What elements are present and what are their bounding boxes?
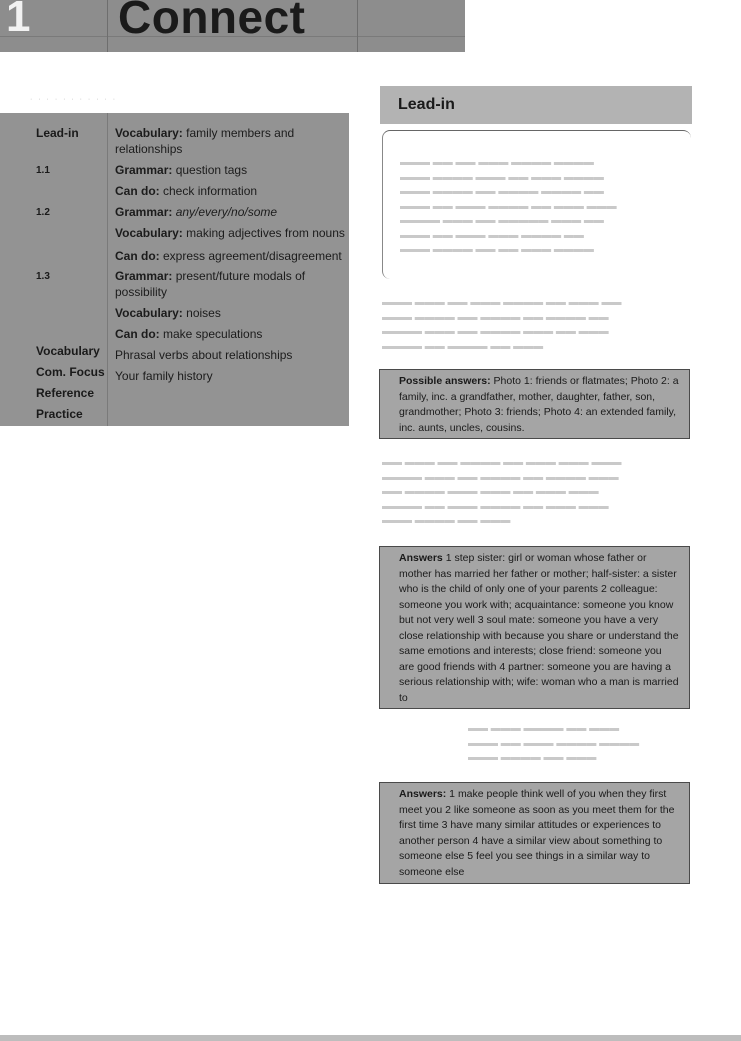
answers-text: 1 step sister: girl or woman whose father or mother has married her father or mother; half-sister: a sister who is the child of only one of your parents 2 colleague: someone you work with; acquaintance: someone you know but not very well 3 soul mate: someone you have a very close relationship with because you share or understand the same emotions and interests; close friend: someone you are good friends with 4 partner: someone you are having a serious relationship with; wife: woman who a man is married to bbox=[399, 552, 679, 704]
field-key: Can do: bbox=[115, 184, 160, 198]
answers-box-vocabulary bbox=[379, 546, 690, 709]
row-label-1-1: 1.1 bbox=[36, 165, 50, 176]
field-text: making adjectives from nouns bbox=[182, 226, 345, 240]
field-key: Can do: bbox=[115, 249, 160, 263]
row-value-1-3 bbox=[115, 305, 345, 321]
header-divider bbox=[107, 0, 108, 52]
row-label-1-2: 1.2 bbox=[36, 207, 50, 218]
answers-text: Photo 1: friends or flatmates; Photo 2: a family, inc. a grandfather, mother, daughter, father, son, grandmother; Photo 3: friends; Photo 4: an extended family, inc. aunts, uncles, cousins. bbox=[399, 375, 679, 434]
field-key: Vocabulary: bbox=[115, 306, 183, 320]
lead-in-title: Lead-in bbox=[398, 96, 455, 113]
row-value-1-3 bbox=[115, 326, 345, 342]
answers-text: 1 make people think well of you when they first meet you 2 like someone as soon as you meet them for the first time 3 have many similar attitudes or experiences to another person 4 have a similar view about something to someone else 5 feel you see things in a similar way to someone else bbox=[399, 788, 675, 878]
unit-title: Connect bbox=[118, 0, 306, 43]
field-text: Your family history bbox=[115, 369, 213, 383]
field-key: Grammar: bbox=[115, 163, 173, 177]
faded-paragraph: ▬▬ ▬▬▬ ▬▬ ▬▬▬▬ ▬▬ ▬▬▬ ▬▬▬ ▬▬▬ ▬▬▬▬ ▬▬▬ ▬▬ ▬▬▬▬ ▬▬ ▬▬▬▬ ▬▬▬ ▬▬ ▬▬▬▬ ▬▬▬ ▬▬▬ ▬▬ ▬▬▬ ▬▬▬ ▬▬▬▬ ▬▬ ▬▬▬ ▬▬▬▬ ▬▬ ▬▬▬ ▬▬▬ ▬▬▬ ▬▬▬▬ ▬▬ ▬▬▬ bbox=[382, 457, 622, 526]
lead-in-header bbox=[380, 86, 692, 124]
row-value-1-3 bbox=[115, 268, 345, 300]
field-key: Grammar: bbox=[115, 205, 173, 219]
answers-label: Possible answers: bbox=[399, 375, 491, 387]
field-key: Vocabulary: bbox=[115, 226, 183, 240]
row-value-com-focus bbox=[115, 368, 345, 384]
row-label-com-focus: Com. Focus bbox=[36, 365, 105, 379]
row-label-reference: Reference bbox=[36, 386, 95, 400]
field-text: question tags bbox=[172, 163, 248, 177]
field-key: Can do: bbox=[115, 327, 160, 341]
field-text: family members and relationships bbox=[115, 126, 295, 156]
row-label-vocabulary: Vocabulary bbox=[36, 344, 100, 358]
answers-box-expressions bbox=[379, 782, 690, 884]
row-label-1-3: 1.3 bbox=[36, 271, 50, 282]
unit-header bbox=[0, 0, 465, 52]
answers-label: Answers bbox=[399, 552, 443, 564]
row-value-1-1 bbox=[115, 183, 345, 199]
field-text: any/every/no/some bbox=[172, 205, 278, 219]
field-text: Phrasal verbs about relationships bbox=[115, 348, 293, 362]
row-value-1-2 bbox=[115, 225, 345, 241]
table-divider bbox=[107, 113, 108, 426]
faded-paragraph: ▬▬ ▬▬▬ ▬▬▬▬ ▬▬ ▬▬▬ ▬▬▬ ▬▬ ▬▬▬ ▬▬▬▬ ▬▬▬▬ ▬▬▬ ▬▬▬▬ ▬▬ ▬▬▬ bbox=[468, 723, 640, 763]
row-value-lead-in bbox=[115, 125, 345, 157]
row-value-vocabulary bbox=[115, 347, 345, 363]
row-label-lead-in: Lead-in bbox=[36, 126, 79, 140]
page-edge bbox=[0, 1035, 741, 1041]
unit-overview-table bbox=[0, 113, 349, 426]
unit-number: 1 bbox=[6, 0, 31, 41]
possible-answers-box bbox=[379, 369, 690, 439]
row-value-1-1 bbox=[115, 162, 345, 178]
faded-paragraph: ▬▬▬ ▬▬▬ ▬▬ ▬▬▬ ▬▬▬▬ ▬▬ ▬▬▬ ▬▬ ▬▬▬ ▬▬▬▬ ▬▬ ▬▬▬▬ ▬▬ ▬▬▬▬ ▬▬ ▬▬▬▬ ▬▬▬ ▬▬ ▬▬▬▬ ▬▬▬ ▬▬ ▬▬▬ ▬▬▬▬ ▬▬ ▬▬▬▬ ▬▬ ▬▬▬ bbox=[382, 297, 622, 352]
answers-label: Answers: bbox=[399, 788, 447, 800]
field-text: make speculations bbox=[159, 327, 263, 341]
row-value-1-2 bbox=[115, 248, 345, 264]
field-text: present/future modals of possibility bbox=[115, 269, 306, 299]
header-divider bbox=[357, 0, 358, 52]
row-label-practice: Practice bbox=[36, 407, 83, 421]
field-text: noises bbox=[182, 306, 221, 320]
field-key: Vocabulary: bbox=[115, 126, 183, 140]
field-text: express agreement/disagreement bbox=[159, 249, 342, 263]
faded-paragraph: ▬▬▬ ▬▬ ▬▬ ▬▬▬ ▬▬▬▬ ▬▬▬▬ ▬▬▬ ▬▬▬▬ ▬▬▬ ▬▬ ▬▬▬ ▬▬▬▬ ▬▬▬ ▬▬▬▬ ▬▬ ▬▬▬▬ ▬▬▬▬ ▬▬ ▬▬▬ ▬▬ ▬▬▬ ▬▬▬▬ ▬▬ ▬▬▬ ▬▬▬ ▬▬▬▬ ▬▬▬ ▬▬ ▬▬▬▬▬ ▬▬▬ ▬▬ ▬▬▬ ▬▬ ▬▬▬ ▬▬▬ ▬▬▬▬ ▬▬ ▬▬▬ ▬▬▬▬ ▬▬ ▬▬ ▬▬▬ ▬▬▬▬ bbox=[400, 157, 617, 255]
field-key: Grammar: bbox=[115, 269, 173, 283]
row-value-1-2 bbox=[115, 204, 345, 220]
faint-caption: · · · · · · · · · · · bbox=[30, 96, 118, 103]
field-text: check information bbox=[159, 184, 258, 198]
